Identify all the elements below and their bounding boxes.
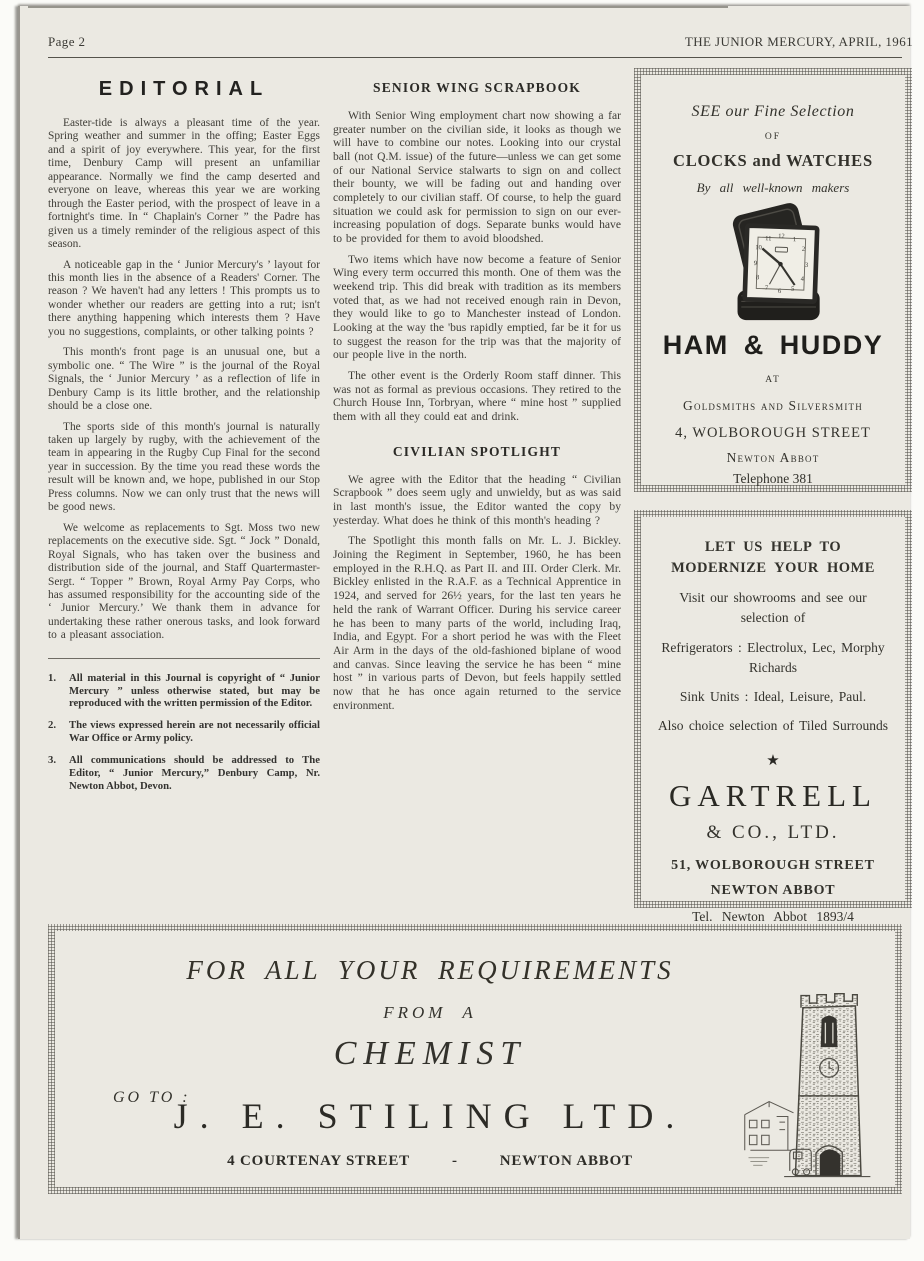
footnote-number: 2. [48,719,57,732]
svg-text:3: 3 [804,261,809,269]
chemist-ad [48,924,902,1194]
ad-tagline: SEE our Fine Selection [691,103,855,120]
ad-makers: By all well-known makers [696,180,850,195]
ad-requirements-line: FOR ALL YOUR REQUIREMENTS [186,955,674,985]
editorial-paragraph: The sports side of this month's journal is naturally taken up largely by rugby, with the achievement of the team in appearing in the Rugby Cup Final for the second year in succession. By the time you read these words the result will be known and, we hope, published in our Stop Press columns. Now we can only trust that the news will be good news. [48,420,320,514]
footnote [48,754,320,793]
svg-text:11: 11 [765,235,772,243]
editorial-paragraph: This month's front page is an unusual one, but a symbolic one. “ The Wire ” is the journal of the Royal Signals, the ‘ Junior Mercury ’ as a reflection of life in Denbury Camp is its little brother, and the relationship should be a close one. [48,346,320,413]
ad-town: Newton Abbot [726,450,820,465]
page-columns [48,68,902,924]
svg-text:12: 12 [778,232,785,241]
footnote [48,672,320,711]
ad-of: OF [764,132,782,142]
footnote-number: 1. [48,671,57,684]
svg-text:6: 6 [777,287,782,296]
ad-intro: Visit our showrooms and see our selection of [679,590,867,626]
svg-text:9: 9 [753,259,758,268]
senior-wing-paragraph: With Senior Wing employment chart now showing a far greater number on the civilian side, it looks as though we will have to combine our notes. Looking into our crystal ball (not Q.M. issue) of the future—unless we can get some of our National Service stalwarts to sign on and collect their bounty, we will be fading out and handing over completely to our civilian staff. Of course, to help the guard situation we could ask for permission to sign on our ever-increasing population of dogs. Separate bunks would have to be provided for them to avoid bloodshed. [333,109,621,246]
ad-address-row [105,1153,755,1170]
editorial-paragraph: Easter-tide is always a pleasant time of the year. Spring weather and summer in the offing; Easter Eggs and a spirit of joy everywhere. This year, for the first time, Denbury Camp will present an unfamiliar appearance. Normally we find the camp deserted and everyone on leave, whereas this year we are working through the Easter period, with the prospect of leave in a fortnight's time. In “ Chaplain's Corner ” the Padre has given us a timely reminder of the religious aspect of this season. [48,117,320,251]
ad-town: NEWTON ABBOT [710,882,836,898]
ad-address: 4, WOLBOROUGH STREET [675,425,871,441]
svg-text:5: 5 [790,285,795,293]
magazine-page [18,6,913,1239]
ad-address: 51, WOLBOROUGH STREET [671,857,875,873]
svg-text:4: 4 [800,275,805,283]
editorial-paragraph: A noticeable gap in the ‘ Junior Mercury's ’ layout for this month lies in the absence of a Readers' Corner. The reason ? We haven't had any letters ! This prompts us to wonder whether our readers are getting into a rut; isn't there anything happening which interests them ? Have you no suggestions, complaints, or other talking points ? [48,258,320,338]
clocks-watches-ad [634,68,912,492]
ad-phone: Telephone 381 [733,471,813,486]
ad-company-suffix: & CO., LTD. [706,821,840,843]
ads-column [634,68,912,924]
ad-company-name: J. E. STILING LTD. [173,1096,687,1136]
header-rule [48,57,902,58]
footnote-text: All material in this Journal is copyright of “ Junior Mercury ” unless otherwise stated, but may be reproduced with the written permission of the Editor. [69,671,320,710]
svg-text:1: 1 [792,236,797,244]
svg-text:8: 8 [755,274,760,282]
svg-text:10: 10 [755,244,762,252]
ad-at: AT [765,375,781,385]
ad-product: CLOCKS and WATCHES [673,151,873,170]
footnote-text: The views expressed herein are not necessarily official War Office or Army policy. [69,719,320,745]
page-number: Page 2 [48,34,86,49]
ad-from-a: FROM A [383,1003,477,1022]
church-tower-illustration [741,989,891,1185]
ad-chemist-word: CHEMIST [333,1035,527,1072]
travel-clock-illustration [717,206,829,324]
ad-headline: LET US HELP TO MODERNIZE YOUR HOME [671,539,875,577]
editorial-title: EDITORIAL [98,78,270,100]
civilian-spotlight-paragraph: We agree with the Editor that the heading “ Civilian Scrapbook ” does seem ugly and unwieldy, but as was said in last month's issue, the Editor wanted the copy by yesterday. What does he think of this month's heading ? [333,472,621,527]
editorial-paragraph: We welcome as replacements to Sgt. Moss two new replacements on the executive side. Sgt. “ Jock ” Donald, Royal Signals, who has taken over the business and distribution side of the journal, and Staff Quartermaster-Sergt. “ Topper ” Brown, Royal Army Pay Corps, who has assumed responsibility for the accounting side of the ‘ Junior Mercury.’ We thank them in advance for undertaking these rather onerous tasks, and look forward to a pleasant association. [48,521,320,642]
ad-separator: - [451,1153,458,1169]
svg-text:7: 7 [764,284,769,292]
footnote-divider [48,658,320,659]
ad-go-to: GO TO : [113,1089,191,1106]
articles-column [333,68,621,914]
senior-wing-paragraph: Two items which have now become a feature of Senior Wing every term occurred this month. One of them was the weekend trip. This did break with tradition as its members voted that, as we had not received enough rain in Devon, they would like to go to Manchester instead of London. Looking at the way the 'bus rapidly emptied, far be it for us to suggest the reason for the trip was that the majority of our people live in the north. [333,252,621,362]
ad-shop-name: HAM & HUDDY [662,330,884,360]
ad-phone: Tel. Newton Abbot 1893/4 [692,908,854,924]
ad-tiled-surrounds: Also choice selection of Tiled Surrounds [657,718,889,734]
footnote [48,719,320,745]
ad-company-name: GARTRELL [668,777,877,813]
civilian-spotlight-title: CIVILIAN SPOTLIGHT [392,443,562,459]
footnote-number: 3. [48,753,57,766]
scan-edge-left [18,6,20,1239]
gartrell-ad [634,510,912,924]
footnote-text: All communications should be addressed to The Editor, “ Junior Mercury,” Denbury Camp, Nr. Newton Abbot, Devon. [69,753,320,792]
svg-text:2: 2 [801,245,806,253]
ad-street: 4 COURTENAY STREET [227,1153,410,1169]
ad-refrigerators: Refrigerators : Electrolux, Lec, Morphy Richards [661,639,885,675]
page-header [48,34,913,50]
ad-trade-line: Goldsmiths and Silversmith [683,398,863,413]
star-icon: ★ [766,752,780,769]
civilian-spotlight-paragraph: The Spotlight this month falls on Mr. L. J. Bickley. Joining the Regiment in September, 1960, he has been employed in the R.H.Q. as Part II. and III. Order Clerk. Mr. Bickley enlisted in the R.A.F. as a Technical Apprentice in 1924, and served for 26½ years, for the last ten years he held the rank of Warrant Officer. During his service career he has been to many parts of the world, including Iraq, India, and Egypt. For a short period he was with the Fleet Air Arm in the days of the old-fashioned biplane of wood and canvas. Since leaving the service he has been “ mine host ” in various parts of Devon, but feels happily settled now that he has once again returned to the service environment. [333,534,621,712]
masthead: THE JUNIOR MERCURY, APRIL, 1961 [684,34,913,49]
ad-town: NEWTON ABBOT [499,1153,633,1169]
scan-edge-top [28,6,728,8]
editorial-column [48,68,320,914]
senior-wing-paragraph: The other event is the Orderly Room staff dinner. This was not as formal as previous occasions. They retired to the Church House Inn, Torbryan, where “ mine host ” supplied them with all they could eat and drink. [333,369,621,424]
senior-wing-title: SENIOR WING SCRAPBOOK [373,80,581,95]
ad-sink-units: Sink Units : Ideal, Leisure, Paul. [679,689,867,705]
